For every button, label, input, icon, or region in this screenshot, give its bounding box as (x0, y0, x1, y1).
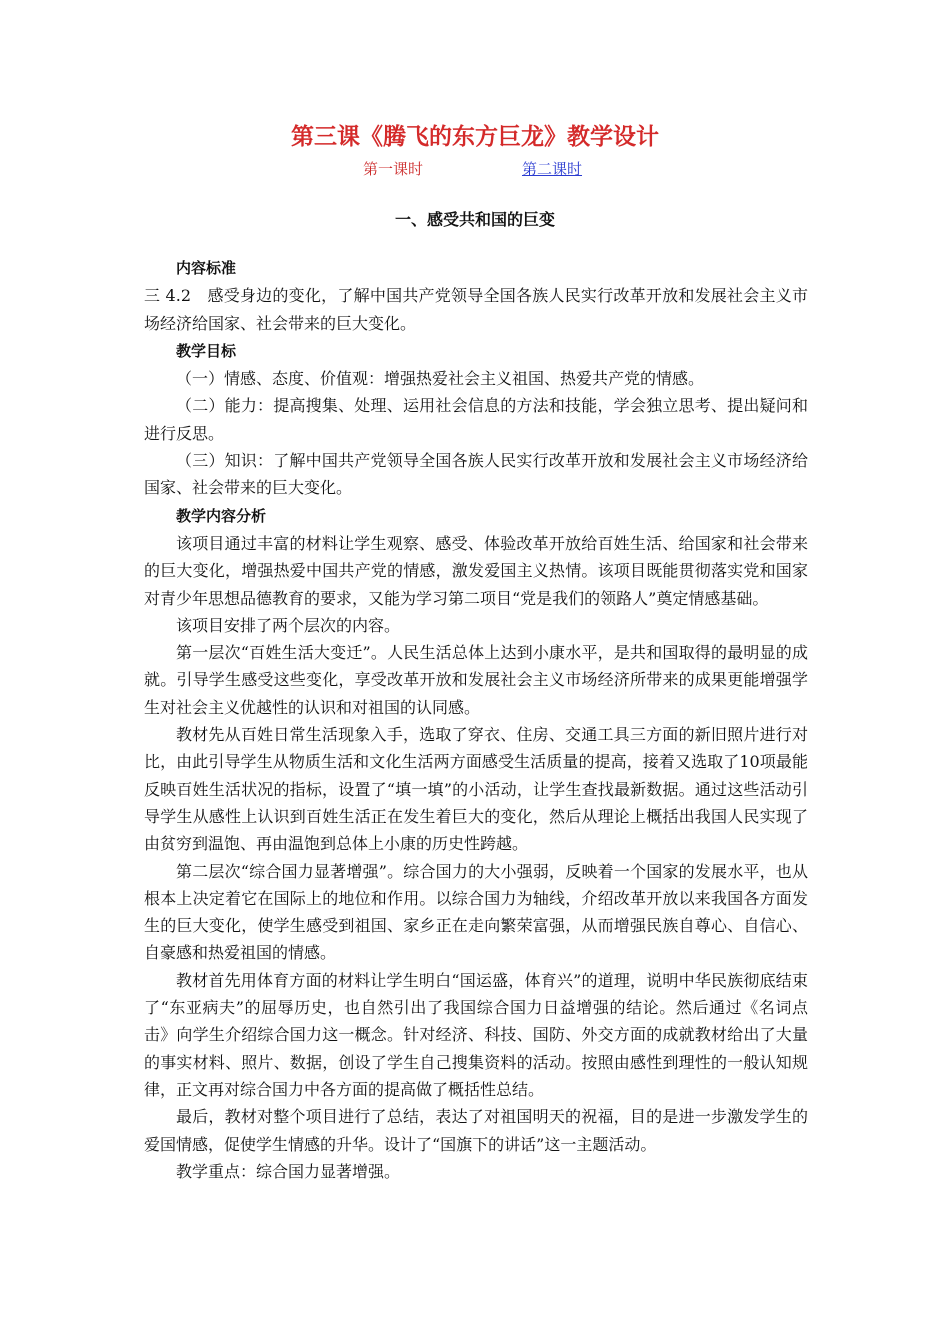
content-standard-text: 三 4.2 感受身边的变化，了解中国共产党领导全国各族人民实行改革开放和发展社会主义市场经济给国家、社会带来的巨大变化。 (144, 286, 808, 333)
lesson-first-label: 第一课时 (363, 160, 424, 178)
lesson-links (0, 158, 950, 180)
analysis-paragraph: 最后，教材对整个项目进行了总结，表达了对祖国明天的祝福，目的是进一步激发学生的爱国情感，促使学生情感的升华。设计了“国旗下的讲话”这一主题活动。 (144, 1107, 808, 1154)
teaching-goals-heading: 教学目标 (176, 341, 237, 360)
teaching-focus: 教学重点：综合国力显著增强。 (176, 1161, 401, 1181)
section-heading: 一、感受共和国的巨变 (394, 210, 555, 229)
analysis-paragraph: 教材首先用体育方面的材料让学生明白“国运盛，体育兴”的道理，说明中华民族彻底结束了“东亚病夫”的屈辱历史，也自然引出了我国综合国力日益增强的结论。然后通过《名词点击》向学生介绍综合国力这一概念。针对经济、科技、国防、外交方面的成就教材给出了大量的事实材料、照片、数据，创设了学生自己搜集资料的活动。按照由感性到理性的一般认知规律，正文再对综合国力中各方面的提高做了概括性总结。 (144, 970, 808, 1099)
analysis-paragraph: 第一层次“百姓生活大变迁”。人民生活总体上达到小康水平，是共和国取得的最明显的成就。引导学生感受这些变化，享受改革开放和发展社会主义市场经济所带来的成果更能增强学生对社会主义优越性的认识和对祖国的认同感。 (144, 643, 808, 717)
document-body (144, 254, 808, 1185)
content-standard-heading: 内容标准 (176, 259, 237, 277)
teaching-goal-item: （二）能力：提高搜集、处理、运用社会信息的方法和技能，学会独立思考、提出疑问和进行反思。 (144, 396, 808, 443)
teaching-goal-item: （一）情感、态度、价值观：增强热爱社会主义祖国、热爱共产党的情感。 (176, 369, 705, 389)
teaching-goal-item: （三）知识：了解中国共产党领导全国各族人民实行改革开放和发展社会主义市场经济给国家、社会带来的巨大变化。 (144, 451, 808, 498)
page-title: 第三课《腾飞的东方巨龙》教学设计 (291, 124, 659, 150)
analysis-paragraph: 第二层次“综合国力显著增强”。综合国力的大小强弱，反映着一个国家的发展水平，也从根本上决定着它在国际上的地位和作用。以综合国力为轴线，介绍改革开放以来我国各方面发生的巨大变化，使学生感受到祖国、家乡正在走向繁荣富强，从而增强民族自尊心、自信心、自豪感和热爱祖国的情感。 (144, 861, 808, 963)
analysis-paragraph: 该项目安排了两个层次的内容。 (176, 615, 401, 635)
content-analysis-heading: 教学内容分析 (176, 506, 267, 525)
lesson-second-link[interactable]: 第二课时 (522, 160, 583, 178)
analysis-paragraph: 该项目通过丰富的材料让学生观察、感受、体验改革开放给百姓生活、给国家和社会带来的巨大变化，增强热爱中国共产党的情感，激发爱国主义热情。该项目既能贯彻落实党和国家对青少年思想品德教育的要求，又能为学习第二项目“党是我们的领路人”奠定情感基础。 (144, 533, 808, 608)
analysis-paragraph: 教材先从百姓日常生活现象入手，选取了穿衣、住房、交通工具三方面的新旧照片进行对比，由此引导学生从物质生活和文化生活两方面感受生活质量的提高，接着又选取了10项最能反映百姓生活状况的指标，设置了“填一填”的小活动，让学生查找最新数据。通过这些活动引导学生从感性上认识到百姓生活正在发生着巨大的变化，然后从理论上概括出我国人民实现了由贫穷到温饱、再由温饱到总体上小康的历史性跨越。 (144, 725, 808, 854)
